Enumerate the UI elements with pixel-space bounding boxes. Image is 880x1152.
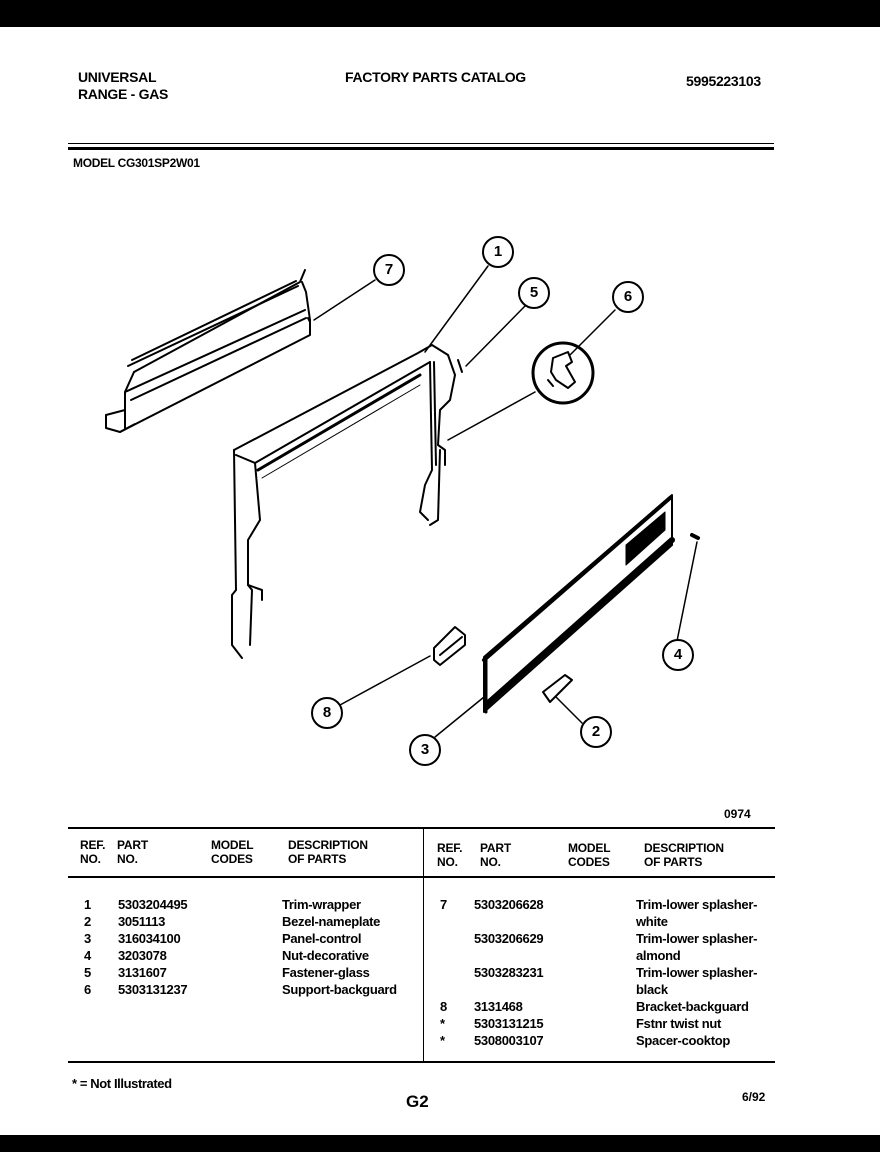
right-parts-list <box>440 896 776 1049</box>
header-ref-line2: NO. <box>437 855 458 869</box>
part-7-trim-lower-splasher <box>106 270 310 432</box>
ref-no: 6 <box>84 982 91 997</box>
description: Trim-lower splasher-white <box>636 897 758 929</box>
callout-6: 6 <box>612 281 644 313</box>
part-no: 5303283231 <box>474 965 544 980</box>
ref-no: 3 <box>84 931 91 946</box>
not-illustrated-note: * = Not Illustrated <box>72 1076 172 1091</box>
left-header-desc <box>288 838 368 866</box>
header-codes-line2: CODES <box>211 852 253 866</box>
description: Support-backguard <box>282 982 397 997</box>
brand-line-2: RANGE - GAS <box>78 86 169 102</box>
description: Nut-decorative <box>282 948 369 963</box>
ref-no: 5 <box>84 965 91 980</box>
callout-3: 3 <box>409 734 441 766</box>
ref-no: 2 <box>84 914 91 929</box>
header-ref-line1: REF. <box>437 841 463 855</box>
header-codes-line2: CODES <box>568 855 610 869</box>
description: Fstnr twist nut <box>636 1016 722 1031</box>
ref-no: * <box>440 1016 445 1031</box>
left-header-part <box>117 838 148 866</box>
table-row <box>84 930 397 947</box>
model-number: MODEL CG301SP2W01 <box>73 156 200 170</box>
left-parts-list <box>84 896 397 998</box>
callout-1: 1 <box>482 236 514 268</box>
ref-no: * <box>440 1033 445 1048</box>
header-part-line2: NO. <box>117 852 138 866</box>
callout-4: 4 <box>662 639 694 671</box>
ref-no <box>440 930 474 964</box>
ref-no: 1 <box>84 897 91 912</box>
part-no: 3131607 <box>118 965 167 980</box>
ref-no: 7 <box>440 897 447 912</box>
header-desc-line1: DESCRIPTION <box>644 841 724 855</box>
header-ref-line1: REF. <box>80 838 106 852</box>
part-6-support-backguard <box>533 343 593 403</box>
header-part-line1: PART <box>117 838 148 852</box>
ref-no <box>440 964 474 998</box>
table-row <box>440 1015 776 1032</box>
part-no: 5303204495 <box>118 897 188 912</box>
table-top-rule <box>68 827 775 829</box>
part-no: 316034100 <box>118 931 181 946</box>
table-row <box>84 981 397 998</box>
figure-code: 0974 <box>724 807 751 821</box>
header-desc-line2: OF PARTS <box>644 855 703 869</box>
part-no: 3051113 <box>118 914 166 929</box>
right-header-ref <box>437 841 462 869</box>
part-no: 3203078 <box>118 948 167 963</box>
header-part-line2: NO. <box>480 855 501 869</box>
description: Trim-wrapper <box>282 897 361 912</box>
catalog-number: 5995223103 <box>686 73 761 89</box>
part-5-fastener <box>458 360 462 372</box>
table-row <box>84 913 397 930</box>
table-row <box>440 896 776 930</box>
part-no: 5303206629 <box>474 931 544 946</box>
part-no: 5308003107 <box>474 1033 544 1048</box>
callout-7: 7 <box>373 254 405 286</box>
description: Trim-lower splasher-almond <box>636 931 758 963</box>
table-row <box>84 947 397 964</box>
part-no: 3131468 <box>474 999 523 1014</box>
page-title: FACTORY PARTS CATALOG <box>345 69 526 85</box>
revision-date: 6/92 <box>742 1090 766 1104</box>
table-column-divider <box>423 827 424 1062</box>
part-1-trim-wrapper <box>232 345 455 658</box>
left-header-ref <box>80 838 105 866</box>
part-8-bracket-backguard <box>434 627 465 665</box>
header-desc-line2: OF PARTS <box>288 852 347 866</box>
ref-no: 4 <box>84 948 91 963</box>
ref-no: 8 <box>440 999 447 1014</box>
scan-border-bottom <box>0 1135 880 1152</box>
header-part-line1: PART <box>480 841 511 855</box>
part-4-nut <box>692 535 698 538</box>
page-number: G2 <box>406 1092 429 1111</box>
description: Trim-lower splasher-black <box>636 965 758 997</box>
table-row <box>84 964 397 981</box>
description: Spacer-cooktop <box>636 1033 731 1048</box>
right-header-codes <box>568 841 610 869</box>
description: Bracket-backguard <box>636 999 749 1014</box>
right-header-desc <box>644 841 724 869</box>
callout-2: 2 <box>580 716 612 748</box>
part-no: 5303131215 <box>474 1016 544 1031</box>
table-row <box>440 998 776 1015</box>
callout-8: 8 <box>311 697 343 729</box>
leader-lines <box>314 266 697 737</box>
header-desc-line1: DESCRIPTION <box>288 838 368 852</box>
table-row <box>440 930 776 964</box>
description: Fastener-glass <box>282 965 370 980</box>
table-row <box>440 964 776 998</box>
description: Bezel-nameplate <box>282 914 381 929</box>
part-no: 5303206628 <box>474 897 544 912</box>
description: Panel-control <box>282 931 362 946</box>
left-header-codes <box>211 838 253 866</box>
right-header-part <box>480 841 511 869</box>
brand-line-1: UNIVERSAL <box>78 69 157 85</box>
header-ref-line2: NO. <box>80 852 101 866</box>
callout-5: 5 <box>518 277 550 309</box>
table-header-rule <box>68 876 775 878</box>
part-no: 5303131237 <box>118 982 188 997</box>
table-bottom-rule <box>68 1061 775 1063</box>
header-codes-line1: MODEL <box>568 841 611 855</box>
table-row <box>440 1032 776 1049</box>
table-row <box>84 896 397 913</box>
header-codes-line1: MODEL <box>211 838 254 852</box>
part-3-control-panel <box>484 495 672 712</box>
